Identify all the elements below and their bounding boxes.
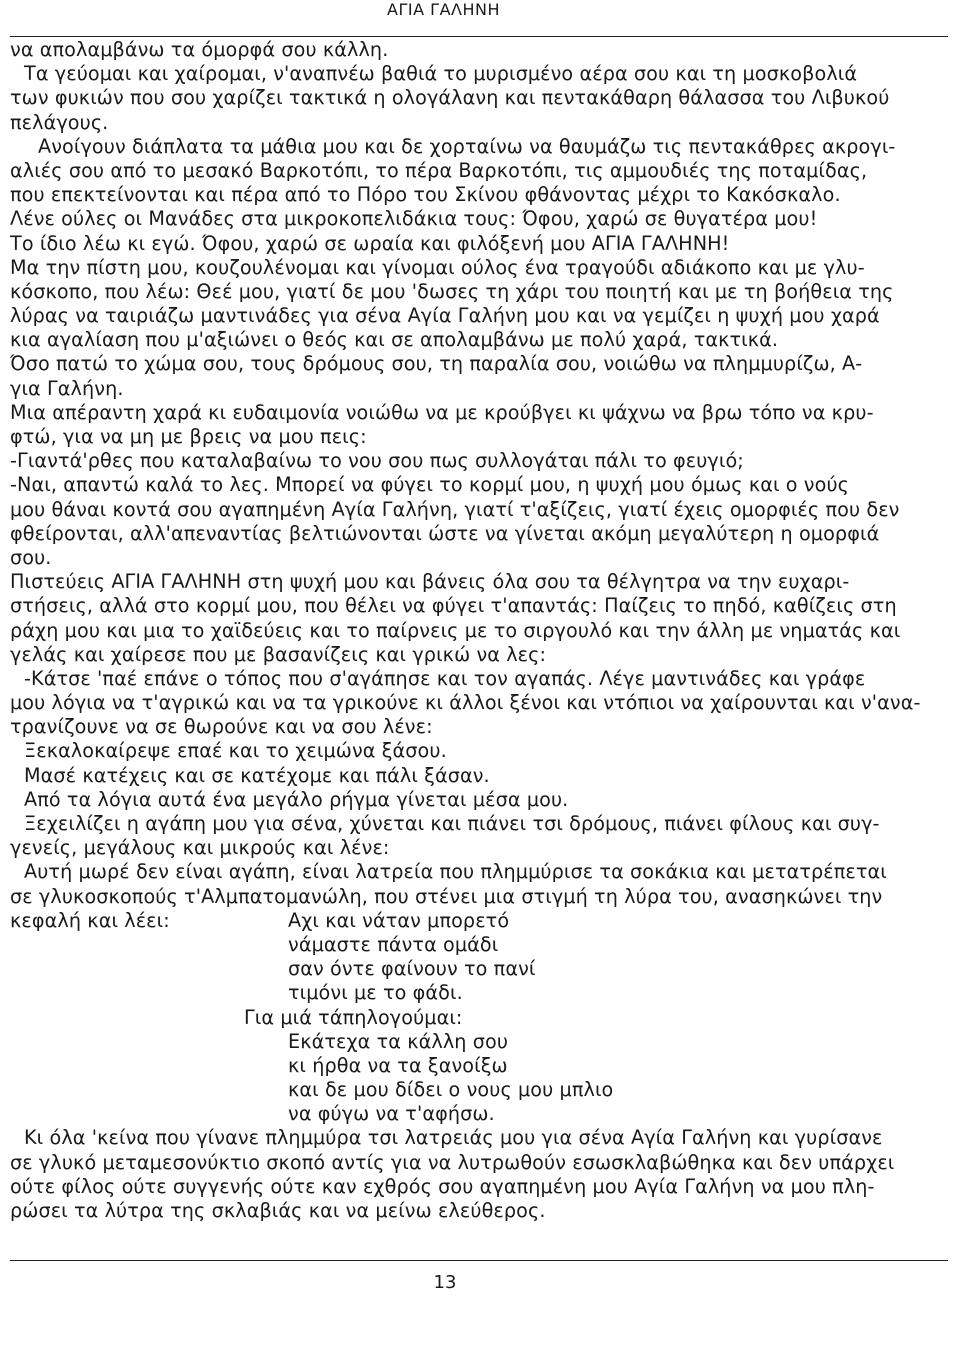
text-line: πελάγους. — [10, 110, 109, 134]
body-text — [10, 38, 954, 1223]
text-line: των φυκιών που σου χαρίζει τακτικά η ολογάλανη και πεντακάθαρη θάλασσα του Λιβυκού — [10, 86, 890, 110]
poem-verse: σαν όντε φαίνουν το πανί — [288, 957, 536, 981]
text-line: Από τα λόγια αυτά ένα μεγάλο ρήγμα γίνεται μέσα μου. — [24, 787, 569, 811]
page-number: 13 — [433, 1272, 457, 1293]
text-line: στήσεις, αλλά στο κορμί μου, που θέλει να φύγει τ'απαντάς: Παίζεις το πηδό, καθίζεις στη — [10, 594, 897, 618]
text-line: γελάς και χαίρεσε που με βασανίζεις και γρικώ να λες: — [10, 642, 547, 666]
text-line: φθείρονται, αλλ'απεναντίας βελτιώνονται ώστε να γίνεται ακόμη μεγαλύτερη η ομορφιά — [10, 521, 880, 545]
header-rule — [10, 36, 948, 37]
text-line: φτώ, για να μη με βρεις να μου πεις: — [10, 425, 367, 448]
text-line: Αυτή μωρέ δεν είναι αγάπη, είναι λατρεία που πλημμύρισε τα σοκάκια και μετατρέπεται — [24, 860, 887, 884]
text-line: Το ίδιο λέω κι εγώ. Όφου, χαρώ σε ωραία και φιλόξενή μου ΑΓΙΑ ΓΑΛΗΝΗ! — [10, 231, 730, 255]
text-line: μου θάναι κοντά σου αγαπημένη Αγία Γαλήνη, γιατί τ'αξίζεις, γιατί έχεις ομορφιές που δεν — [10, 497, 900, 521]
poem-intro-line — [10, 909, 954, 933]
text-line: -Κάτσε 'παέ επάνε ο τόπος που σ'αγάπησε και τον αγαπάς. Λέγε μαντινάδες και γράφε — [24, 666, 866, 690]
text-line: Ανοίγουν διάπλατα τα μάθια μου και δε χορταίνω να θαυμάζω τις πεντακάθρες ακρογι- — [38, 134, 896, 158]
text-line: Μια απέραντη χαρά κι ευδαιμονία νοιώθω να με κρούβγει κι ψάχνω να βρω τόπο να κρυ- — [10, 400, 874, 424]
text-line: Μασέ κατέχεις και σε κατέχομε και πάλι ξάσαν. — [24, 763, 490, 787]
poem-verse: τιμόνι με το φάδι. — [288, 981, 463, 1005]
text-line: αλιές σου από το μεσακό Βαρκοτόπι, το πέρα Βαρκοτόπι, τις αμμουδιές της ποταμίδας, — [10, 158, 868, 182]
text-line: Όσο πατώ το χώμα σου, τους δρόμους σου, τη παραλία σου, νοιώθω να πλημμυρίζω, Α- — [10, 352, 863, 376]
text-line: ούτε φίλος ούτε συγγενής ούτε καν εχθρός σου αγαπημένη μου Αγία Γαλήνη να μου πλη- — [10, 1174, 875, 1198]
text-line: ρώσει τα λύτρα της σκλαβιάς και να μείνω ελεύθερος. — [10, 1199, 546, 1222]
text-line: σε γλυκοσκοπούς τ'Αλμπατομανώλη, που στένει μια στιγμή τη λύρα του, ανασηκώνει την — [10, 884, 883, 908]
text-line: Λένε ούλες οι Μανάδες στα μικροκοπελιδάκια τους: Όφου, χαρώ σε θυγατέρα μου! — [10, 207, 818, 231]
text-line: τρανίζουνε να σε θωρούνε και να σου λένε: — [10, 715, 433, 739]
text-line: για Γαλήνη. — [10, 376, 124, 400]
poem-verse: Εκάτεχα τα κάλλη σου — [288, 1029, 509, 1053]
text-line: Τα γεύομαι και χαίρομαι, ν'αναπνέω βαθιά το μυρισμένο αέρα σου και τη μοσκοβολιά — [24, 62, 858, 86]
text-line: που επεκτείνονται και πέρα από το Πόρο του Σκίνου φθάνοντας μέχρι το Κακόσκαλο. — [10, 183, 841, 207]
poem-verse: νάμαστε πάντα ομάδι — [288, 932, 499, 956]
text-line: -Ναι, απαντώ καλά το λες. Μπορεί να φύγει το κορμί μου, η ψυχή μου όμως και ο νούς — [10, 473, 850, 497]
text-line: γενείς, μεγάλους και μικρούς και λένε: — [10, 836, 390, 860]
footer-rule — [10, 1260, 948, 1261]
poem-bridge: Για μιά τάπηλογούμαι: — [244, 1005, 463, 1029]
poem-intro: κεφαλή και λέει: — [10, 908, 170, 932]
text-line: σε γλυκό μεταμεσονύκτιο σκοπό αντίς για να λυτρωθούν εσωσκλαβώθηκα και δεν υπάρχει — [10, 1150, 895, 1174]
text-line: Ξεκαλοκαίρεψε επαέ και το χειμώνα ξάσου. — [24, 739, 447, 763]
running-header: ΑΓΙΑ ΓΑΛΗΝΗ — [387, 0, 500, 19]
text-line: λύρας να ταιριάζω μαντινάδες για σένα Αγία Γαλήνη μου και να γεμίζει η ψυχή μου χαρά — [10, 304, 880, 328]
text-line: κόσκοπο, που λέω: Θεέ μου, γιατί δε μου 'δωσες τη χάρι του ποιητή και με τη βοήθεια της — [10, 279, 894, 303]
text-line: -Γιαντά'ρθες που καταλαβαίνω το νου σου πως συλλογάται πάλι το φευγιό; — [10, 449, 744, 473]
text-line: να απολαμβάνω τα όμορφά σου κάλλη. — [10, 38, 389, 61]
text-line: μου λόγια να τ'αγρικώ και να τα γρικούνε κι άλλοι ξένοι και ντόπιοι να χαίρουνται και ν'ανα- — [10, 691, 921, 715]
text-line: κια αγαλίαση που μ'αξιώνει ο θεός και σε απολαμβάνω με πολύ χαρά, τακτικά. — [10, 328, 779, 352]
poem-verse: και δε μου δίδει ο νους μου μπλιο — [288, 1078, 614, 1102]
text-line: Κι όλα 'κείνα που γίνανε πλημμύρα τσι λατρειάς μου για σένα Αγία Γαλήνη και γυρίσανε — [24, 1126, 883, 1150]
poem-verse: να φύγω να τ'αφήσω. — [288, 1102, 495, 1126]
text-line: ράχη μου και μια το χαϊδεύεις και το παίρνεις με το σιργουλό και την άλλη με νηματάς και — [10, 618, 901, 642]
poem-verse: Αχι και νάταν μπορετό — [288, 908, 510, 932]
poem-verse: κι ήρθα να τα ξανοίξω — [288, 1053, 508, 1077]
text-line: Πιστεύεις ΑΓΙΑ ΓΑΛΗΝΗ στη ψυχή μου και βάνεις όλα σου τα θέλγητρα να την ευχαρι- — [10, 570, 850, 594]
text-line: σου. — [10, 545, 52, 569]
text-line: Μα την πίστη μου, κουζουλένομαι και γίνομαι ούλος ένα τραγούδι αδιάκοπο και με γλυ- — [10, 255, 865, 279]
text-line: Ξεχειλίζει η αγάπη μου για σένα, χύνεται και πιάνει τσι δρόμους, πιάνει φίλους και συγ- — [24, 812, 880, 835]
